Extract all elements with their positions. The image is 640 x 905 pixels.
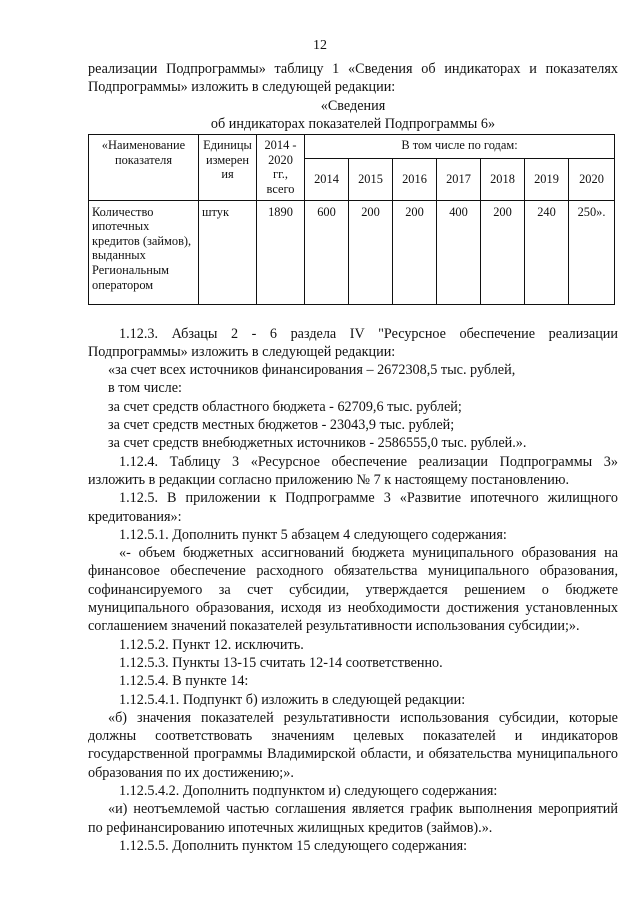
page-number: 12 xyxy=(313,38,327,53)
paragraph: 1.12.5.2. Пункт 12. исключить. xyxy=(119,636,304,653)
header-name: «Наименование показателя xyxy=(89,135,199,200)
row-total: 1890 xyxy=(257,200,305,304)
row-unit: штук xyxy=(199,200,257,304)
row-value: 200 xyxy=(481,200,525,304)
table-title-line-1: «Сведения xyxy=(320,97,386,114)
paragraph: 1.12.5.4.1. Подпункт б) изложить в следующей редакции: xyxy=(119,691,466,708)
paragraph: 1.12.5.4.2. Дополнить подпунктом и) следующего содержания: xyxy=(119,782,498,799)
paragraph: «- объем бюджетных ассигнований бюджета муниципального образования на финансовое обеспечение расходного обязательства муниципального образования, софинансируемого за счет субсидии, утверждается решением о бюджете муниципального образования, исходя из необходимости достижения установленных соглашением значений показателей результативности использования субсидии;». xyxy=(88,545,618,635)
paragraph: «б) значения показателей результативности использования субсидии, которые должны соответствовать значениям целевых показателей и индикаторов государственной программы Владимирской области, и обязательства муниципального образования по их достижению;». xyxy=(88,709,618,781)
row-value: 400 xyxy=(437,200,481,304)
paragraph: «и) неотъемлемой частью соглашения является график выполнения мероприятий по рефинансированию ипотечных жилищных кредитов (займов).». xyxy=(88,801,618,836)
row-value: 240 xyxy=(525,200,569,304)
paragraph: в том числе: xyxy=(108,380,182,397)
row-value: 250». xyxy=(569,200,615,304)
year-header: 2018 xyxy=(481,159,525,200)
paragraph: за счет средств внебюджетных источников - 2586555,0 тыс. рублей.». xyxy=(108,435,527,452)
year-header: 2014 xyxy=(305,159,349,200)
row-name: Количество ипотечных кредитов (займов), выданных Региональным оператором xyxy=(89,200,199,304)
paragraph: за счет средств областного бюджета - 62709,6 тыс. рублей; xyxy=(108,398,462,415)
row-value: 200 xyxy=(349,200,393,304)
year-header: 2015 xyxy=(349,159,393,200)
paragraph: 1.12.5. В приложении к Подпрограмме 3 «Развитие ипотечного жилищного кредитования»: xyxy=(88,490,618,525)
year-header: 2016 xyxy=(393,159,437,200)
year-header: 2019 xyxy=(525,159,569,200)
header-by-years: В том числе по годам: xyxy=(305,135,615,159)
paragraph: «за счет всех источников финансирования – 2672308,5 тыс. рублей, xyxy=(108,362,516,379)
row-value: 200 xyxy=(393,200,437,304)
paragraph: 1.12.3. Абзацы 2 - 6 раздела IV "Ресурсное обеспечение реализации Подпрограммы» изложить в следующей редакции: xyxy=(88,325,618,360)
section-text xyxy=(88,325,618,856)
paragraph: 1.12.5.3. Пункты 13-15 считать 12-14 соответственно. xyxy=(119,654,443,671)
year-header: 2020 xyxy=(569,159,615,200)
intro-line-2: Подпрограммы» изложить в следующей редакции: xyxy=(88,79,396,96)
header-unit: Единицы измерен ия xyxy=(199,135,257,200)
header-total: 2014 - 2020 гг., всего xyxy=(257,135,305,200)
table-row xyxy=(89,200,615,304)
intro-line-1: реализации Подпрограммы» таблицу 1 «Сведения об индикаторах и показателях xyxy=(88,61,618,77)
document-body xyxy=(88,60,618,855)
indicators-table xyxy=(88,134,615,304)
paragraph: 1.12.5.4. В пункте 14: xyxy=(119,673,249,690)
paragraph: 1.12.4. Таблицу 3 «Ресурсное обеспечение реализации Подпрограммы 3» изложить в редакции согласно приложению № 7 к настоящему постановлению. xyxy=(88,453,618,488)
paragraph: 1.12.5.1. Дополнить пункт 5 абзацем 4 следующего содержания: xyxy=(119,526,507,543)
paragraph: за счет средств местных бюджетов - 23043,9 тыс. рублей; xyxy=(108,417,455,434)
row-value: 600 xyxy=(305,200,349,304)
paragraph: 1.12.5.5. Дополнить пунктом 15 следующего содержания: xyxy=(119,837,468,854)
year-header: 2017 xyxy=(437,159,481,200)
table-title-line-2: об индикаторах показателей Подпрограммы 6» xyxy=(210,115,496,132)
